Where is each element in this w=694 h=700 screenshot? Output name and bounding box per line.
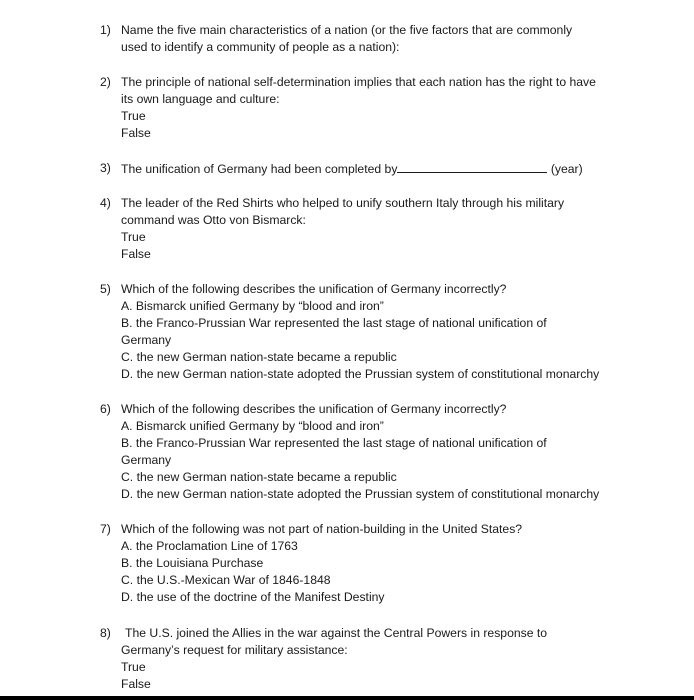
question-number: 3)	[100, 161, 111, 175]
answer-option-d[interactable]: D. the use of the doctrine of the Manifest Destiny	[121, 590, 385, 604]
answer-option-c[interactable]: C. the new German nation-state became a republic	[121, 350, 397, 364]
question-text-line: Name the five main characteristics of a nation (or the five factors that are commonly	[121, 23, 573, 37]
answer-option-a[interactable]: A. Bismarck unified Germany by “blood and iron”	[121, 299, 384, 313]
answer-option-c[interactable]: C. the new German nation-state became a republic	[121, 470, 397, 484]
answer-option-true[interactable]: True	[121, 109, 146, 123]
answer-option-true[interactable]: True	[121, 230, 146, 244]
answer-option-true[interactable]: True	[121, 660, 146, 674]
answer-option-b-continued[interactable]: Germany	[121, 453, 172, 467]
question-number: 5)	[100, 282, 111, 296]
question-4	[100, 195, 630, 263]
question-2	[100, 74, 630, 142]
question-5	[100, 281, 630, 383]
answer-option-false[interactable]: False	[121, 126, 151, 140]
question-text-line: command was Otto von Bismarck:	[121, 213, 306, 227]
answer-option-false[interactable]: False	[121, 677, 151, 691]
question-3	[100, 160, 630, 178]
question-number: 6)	[100, 402, 111, 416]
question-1	[100, 22, 630, 56]
answer-option-b[interactable]: B. the Louisiana Purchase	[121, 556, 264, 570]
answer-option-d[interactable]: D. the new German nation-state adopted the Prussian system of constitutional monarchy	[121, 367, 600, 381]
question-text-line: Which of the following was not part of nation-building in the United States?	[121, 522, 523, 536]
answer-option-false[interactable]: False	[121, 247, 151, 261]
question-text-line: The U.S. joined the Allies in the war against the Central Powers in response to	[125, 626, 548, 640]
answer-option-c[interactable]: C. the U.S.-Mexican War of 1846-1848	[121, 573, 331, 587]
question-text-line: Which of the following describes the unification of Germany incorrectly?	[121, 402, 507, 416]
answer-option-a[interactable]: A. the Proclamation Line of 1763	[121, 539, 298, 553]
question-number: 1)	[100, 23, 111, 37]
answer-option-b[interactable]: B. the Franco-Prussian War represented the last stage of national unification of	[121, 436, 547, 450]
question-text-line: The leader of the Red Shirts who helped to unify southern Italy through his military	[121, 196, 565, 210]
question-text-line: Which of the following describes the unification of Germany incorrectly?	[121, 282, 507, 296]
question-text-line: Germany’s request for military assistance:	[121, 643, 348, 657]
answer-option-b[interactable]: B. the Franco-Prussian War represented the last stage of national unification of	[121, 316, 547, 330]
question-text-line: The principle of national self-determination implies that each nation has the right to have	[121, 75, 596, 89]
answer-blank[interactable]	[397, 160, 547, 173]
question-number: 8)	[100, 626, 111, 640]
question-6	[100, 401, 630, 503]
answer-option-d[interactable]: D. the new German nation-state adopted the Prussian system of constitutional monarchy	[121, 487, 600, 501]
answer-option-b-continued[interactable]: Germany	[121, 333, 172, 347]
question-8	[100, 625, 630, 693]
question-text-line: used to identify a community of people as a nation):	[121, 40, 400, 54]
question-suffix: (year)	[550, 162, 583, 176]
question-text: The unification of Germany had been completed by	[121, 162, 398, 176]
answer-option-a[interactable]: A. Bismarck unified Germany by “blood and iron”	[121, 419, 384, 433]
question-number: 2)	[100, 75, 111, 89]
bottom-border	[0, 696, 694, 700]
question-text-line: its own language and culture:	[121, 92, 280, 106]
question-number: 4)	[100, 196, 111, 210]
question-number: 7)	[100, 522, 111, 536]
question-7	[100, 521, 630, 606]
